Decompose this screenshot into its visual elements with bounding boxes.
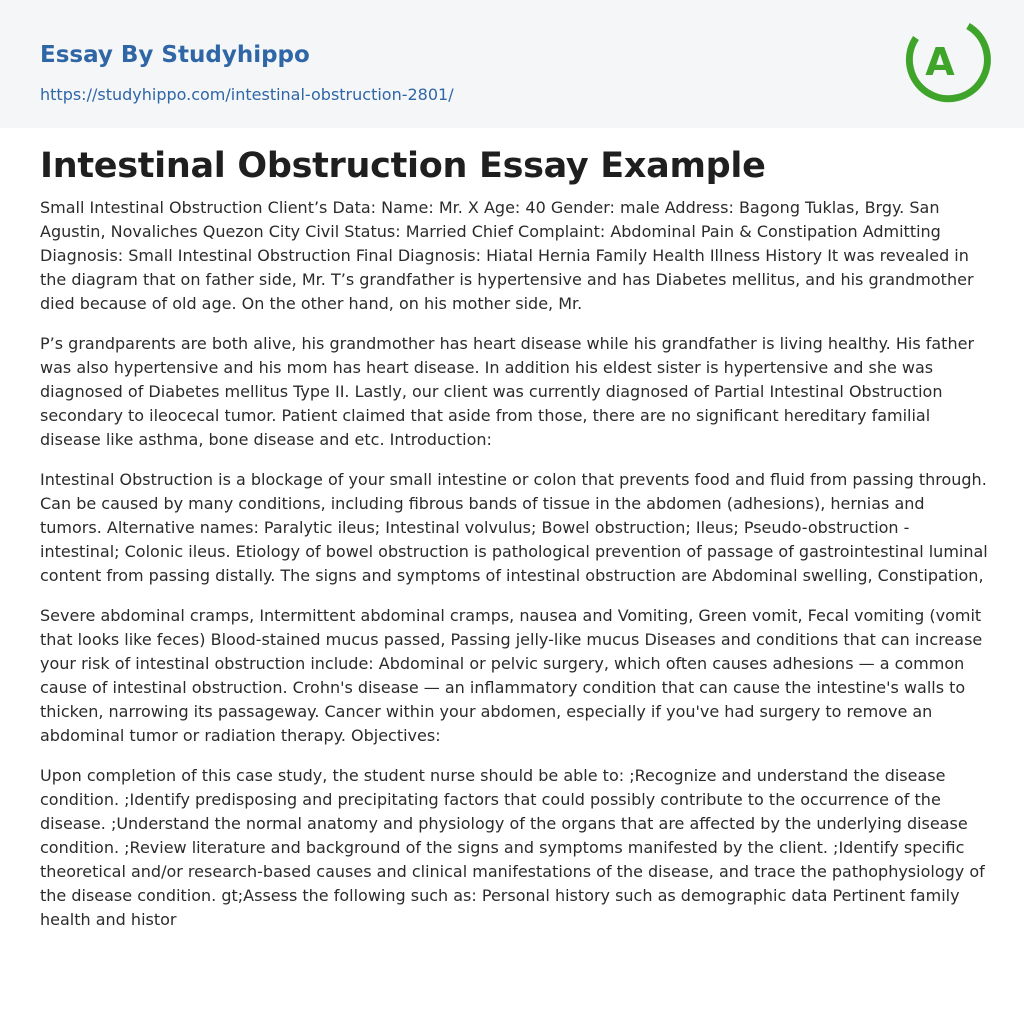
essay-paragraph: P’s grandparents are both alive, his grandmother has heart disease while his grandfather is living healthy. His father was also hypertensive and his mom has heart disease. In addition his eldest sister is hypertensive and she was diagnosed of Diabetes mellitus Type II. Lastly, our client was currently diagnosed of Partial Intestinal Obstruction secondary to ileocecal tumor. Patient claimed that aside from those, there are no significant hereditary familial disease like asthma, bone disease and etc. Introduction: [40, 334, 975, 449]
studyhippo-logo-icon[interactable] [904, 16, 992, 108]
essay-paragraph: Intestinal Obstruction is a blockage of your small intestine or colon that prevents food and fluid from passing through. Can be caused by many conditions, including fibrous bands of tissue in the abdomen (adhesions), hernias and tumors. Alternative names: Paralytic ileus; Intestinal volvulus; Bowel obstruction; Ileus; Pseudo-obstruction - intestinal; Colonic ileus. Etiology of bowel obstruction is pathological prevention of passage of gastrointestinal luminal content from passing distally. The signs and symptoms of intestinal obstruction are Abdominal swelling, Constipation, [40, 470, 988, 585]
logo-letter: A [925, 40, 955, 84]
site-header [0, 0, 1024, 128]
essay-paragraph: Small Intestinal Obstruction Client’s Data: Name: Mr. X Age: 40 Gender: male Address: Bagong Tuklas, Brgy. San Agustin, Novaliches Quezon City Civil Status: Married Chief Complaint: Abdominal Pain & Constipation Admitting Diagnosis: Small Intestinal Obstruction Final Diagnosis: Hiatal Hernia Family Health Illness History It was revealed in the diagram that on father side, Mr. T’s grandfather is hypertensive and has Diabetes mellitus, and his grandmother died because of old age. On the other hand, on his mother side, Mr. [40, 198, 974, 313]
essay-title: Intestinal Obstruction Essay Example [40, 146, 766, 186]
essay-paragraph: Severe abdominal cramps, Intermittent abdominal cramps, nausea and Vomiting, Green vomit, Fecal vomiting (vomit that looks like feces) Blood-stained mucus passed, Passing jelly-like mucus Diseases and conditions that can increase your risk of intestinal obstruction include: Abdominal or pelvic surgery, which often causes adhesions — a common cause of intestinal obstruction. Crohn's disease — an inflammatory condition that can cause the intestine's walls to thicken, narrowing its passageway. Cancer within your abdomen, especially if you've had surgery to remove an abdominal tumor or radiation therapy. Objectives: [40, 606, 983, 745]
site-brand[interactable]: Essay By Studyhippo [40, 42, 310, 68]
essay-body [40, 196, 988, 948]
essay-paragraph: Upon completion of this case study, the student nurse should be able to: ;Recognize and understand the disease condition. ;Identify predisposing and precipitating factors that could possibly contribute to the occurrence of the disease. ;Understand the normal anatomy and physiology of the organs that are affected by the underlying disease condition. ;Review literature and background of the signs and symptoms manifested by the client. ;Identify specific theoretical and/or research-based causes and clinical manifestations of the disease, and trace the pathophysiology of the disease condition. gt;Assess the following such as: Personal history such as demographic data Pertinent family health and histor [40, 766, 985, 929]
page-url-link[interactable]: https://studyhippo.com/intestinal-obstruction-2801/ [40, 85, 454, 104]
